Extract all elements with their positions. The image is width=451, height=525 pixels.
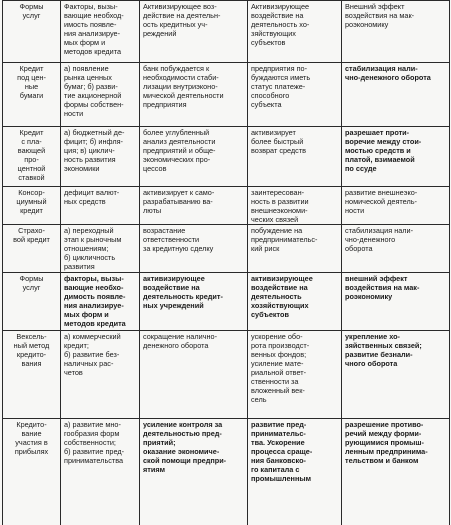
- table-cell: а) развитие мно- гообразия форм собственности; б) развитие пред- принимательства: [61, 419, 140, 525]
- table-header-row: [3, 1, 450, 63]
- table-row: [3, 127, 450, 187]
- table-cell: возрастание ответственности за кредитную сделку: [140, 225, 248, 273]
- table-cell: развитие внешнеэко- номической деятель- ности: [342, 187, 450, 225]
- table-cell: побуждение на предпринимательс- кий риск: [248, 225, 342, 273]
- table-cell: активизирующее воздействие на деятельность хозяйствующих субъектов: [248, 273, 342, 331]
- table-cell: Страхо- вой кредит: [3, 225, 61, 273]
- table-cell: заинтересован- ность в развитии внешнеэкономи- ческих связей: [248, 187, 342, 225]
- table-cell: активизирует к само- разрабатыванию ва- люты: [140, 187, 248, 225]
- table-cell: ускорение обо- рота производст- венных фондов; усиление мате- риальной ответ- ственности за вложенный век- сель: [248, 331, 342, 419]
- table-row: [3, 63, 450, 127]
- table-cell: разрешение противо- речий между форми- рующимися промыш- ленным предпринима- тельством и банком: [342, 419, 450, 525]
- table-cell: внешний эффект воздействия на мак- роэкономику: [342, 273, 450, 331]
- table-cell: усиление контроля за деятельностью пред- приятий; оказание экономиче- ской помощи предпри- ятиям: [140, 419, 248, 525]
- credit-forms-table: [2, 0, 450, 525]
- table-cell: Вексель- ный метод кредито- вания: [3, 331, 61, 419]
- header-cell-forms: Формы услуг: [3, 1, 61, 63]
- table-row: [3, 225, 450, 273]
- table-cell: разрешает проти- воречие между стои- мостью средств и платой, взимаемой по ссуде: [342, 127, 450, 187]
- table-cell: дефицит валют- ных средств: [61, 187, 140, 225]
- table-cell: Кредит под цен- ные бумаги: [3, 63, 61, 127]
- table-cell: активизирующее воздействие на деятельность кредит- ных учреждений: [140, 273, 248, 331]
- table-cell: предприятия по- буждаются иметь статус платеже- способного субъекта: [248, 63, 342, 127]
- table-cell: а) переходный этап к рыночным отношениям; б) цикличность развития: [61, 225, 140, 273]
- table-cell: Формы услуг: [3, 273, 61, 331]
- table-cell: а) появление рынка ценных бумаг; б) разви- тие акционерной формы собствен- ности: [61, 63, 140, 127]
- table-cell: Консор- циумный кредит: [3, 187, 61, 225]
- table-row: [3, 331, 450, 419]
- table-cell: Кредит с пла- вающей про- центной ставкой: [3, 127, 61, 187]
- table-cell: стабилизация нали- чно-денежного оборота: [342, 63, 450, 127]
- table-row: [3, 187, 450, 225]
- table-cell: более углубленный анализ деятельности предприятий и обще- экономических про- цессов: [140, 127, 248, 187]
- table-cell: укрепление хо- зяйственных связей; развитие безнали- чного оборота: [342, 331, 450, 419]
- table-cell: банк побуждается к необходимости стаби- лизации внутриэконо- мической деятельности предприятия: [140, 63, 248, 127]
- table-cell: стабилизация нали- чно-денежного оборота: [342, 225, 450, 273]
- header-cell-factors: Факторы, вызы- вающие необход- имость появле- ния анализируе- мых форм и методов кредита: [61, 1, 140, 63]
- table-cell: активизирует более быстрый возврат средств: [248, 127, 342, 187]
- header-cell-bank-effect: Активизирующее воз- действие на деятельн- ость кредитных уч- реждений: [140, 1, 248, 63]
- table-cell: развитие пред- принимательс- тва. Ускорение процесса сраще- ния банковско- го капитала с промышленным: [248, 419, 342, 525]
- header-cell-macro-effect: Внешний эффект воздействия на мак- роэкономику: [342, 1, 450, 63]
- header-cell-business-effect: Активизирующее воздействие на деятельность хо- зяйствующих субъектов: [248, 1, 342, 63]
- table-row: [3, 273, 450, 331]
- table-cell: а) коммерческий кредит; б) развитие без- наличных рас- четов: [61, 331, 140, 419]
- table-cell: а) бюджетный де- фицит; б) инфля- ция; в) циклич- ность развития экономики: [61, 127, 140, 187]
- table-row: [3, 419, 450, 525]
- table-cell: Кредито- вание участия в прибылях: [3, 419, 61, 525]
- table-cell: факторы, вызы- вающие необхо- димость появле- ния анализируе- мых форм и методов кредита: [61, 273, 140, 331]
- table-cell: сокращение налично- денежного оборота: [140, 331, 248, 419]
